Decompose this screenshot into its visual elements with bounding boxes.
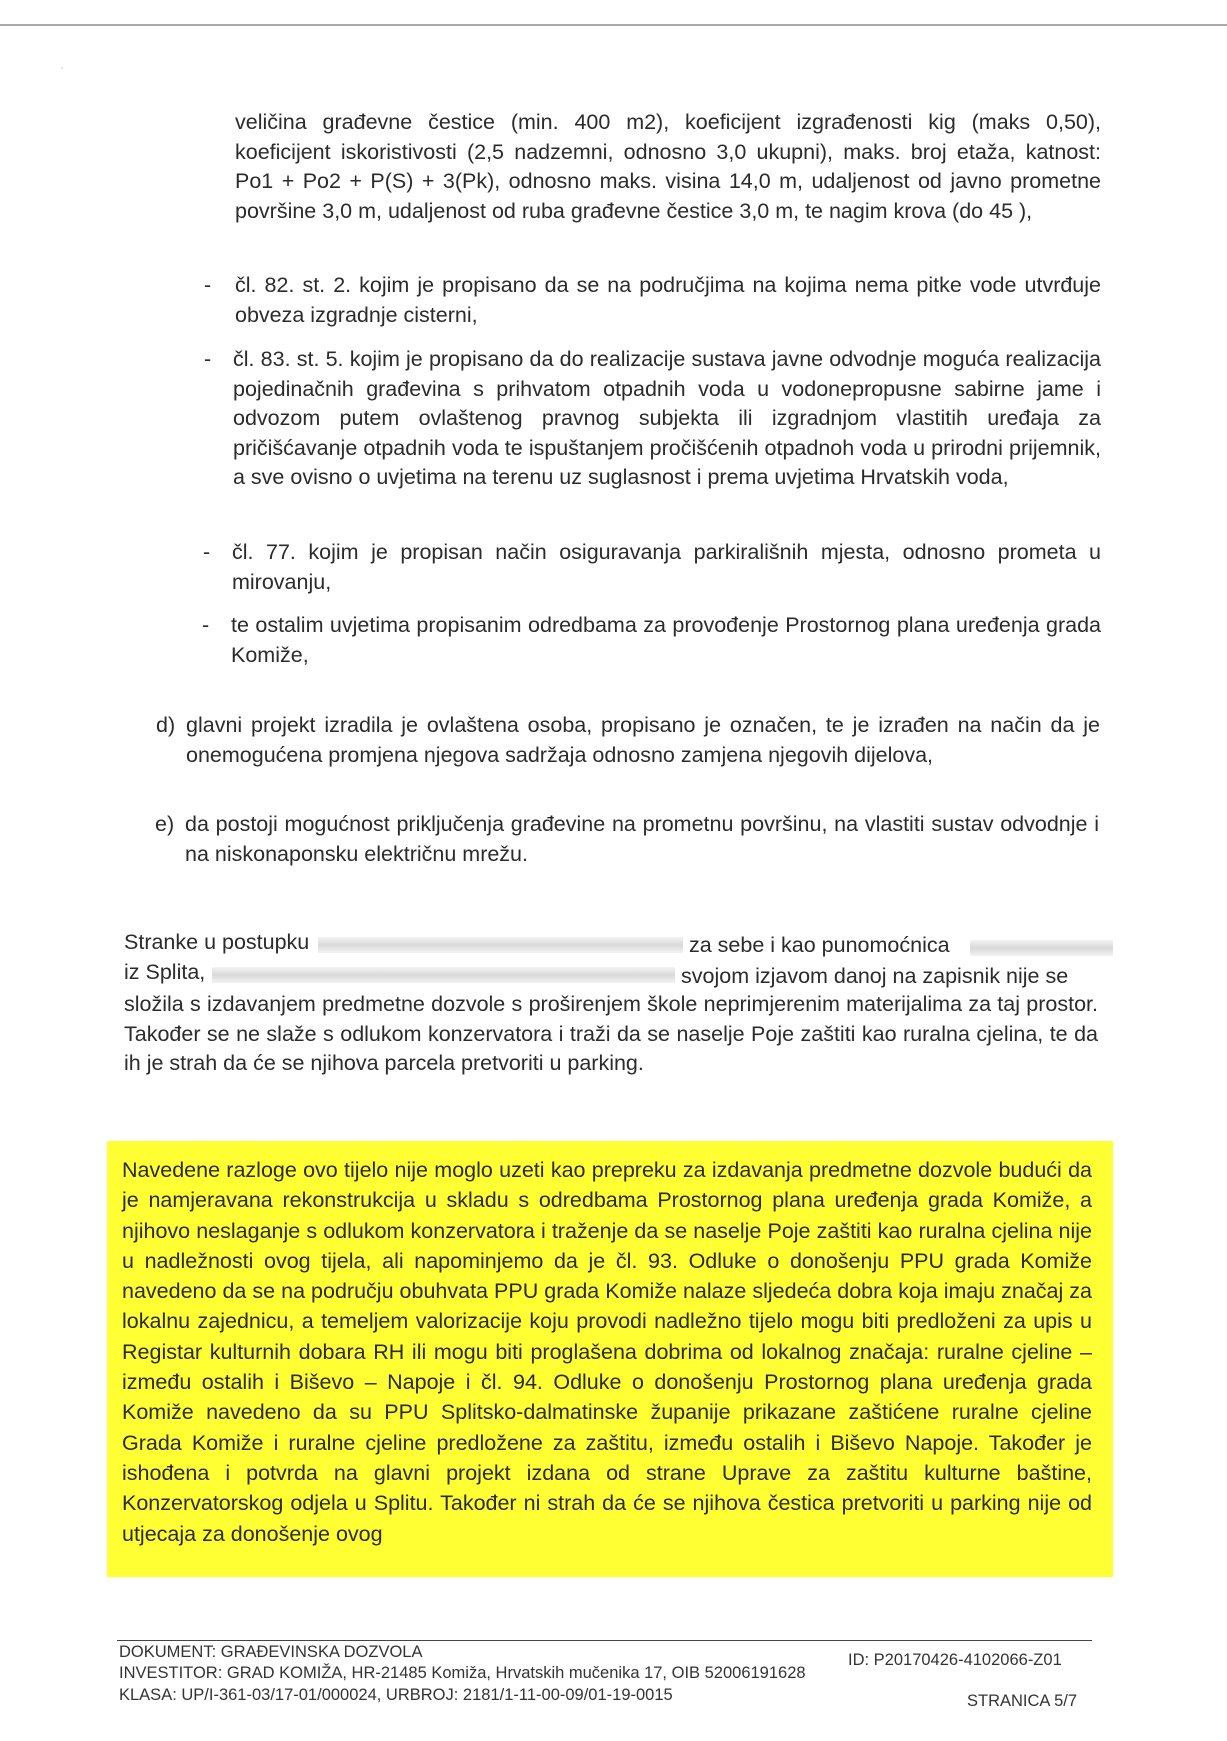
- footer-page-number: STRANICA 5/7: [967, 1692, 1078, 1710]
- redacted-name: [212, 967, 675, 983]
- footer-rule: [117, 1640, 1092, 1641]
- item-e-label: e): [155, 812, 175, 836]
- scan-mark: ·: [60, 60, 64, 74]
- bullet-dash: -: [204, 347, 212, 371]
- highlighted-paragraph: Navedene razloge ovo tijelo nije moglo uzeti kao prepreku za izdavanja predmetne dozvole budući da je namjeravana rekonstrukcija u skladu s odredbama Prostornog plana uređenja grada Komiže, a njihovo neslaganje s odlukom konzervatora i traženje da se naselje Poje zaštiti kao ruralna cjelina nije u nadležnosti ovog tijela, ali napominjemo da je čl. 93. Odluke o donošenju PPU grada Komiže navedeno da se na području obuhvata PPU grada Komiže nalaze sljedeća dobra koja imaju značaj za lokalnu zajednicu, a temeljem valorizacije koju provodi nadležno tijelo mogu biti predloženi za upis u Registar kulturnih dobara RH ili mogu biti proglašena dobrima od lokalnog značaja: ruralne cjeline – između ostalih i Biševo – Napoje i čl. 94. Odluke o donošenju Prostornog plana uređenja grada Komiže navedeno da su PPU Splitsko-dalmatinske županije prikazane zaštićene ruralne cjeline Grada Komiže i ruralne cjeline predložene za zaštitu, između ostalih i Biševo Napoje. Također je ishođena i potvrda na glavni projekt izdana od strane Uprave za zaštitu kulturne baštine, Konzervatorskog odjela u Splitu. Također ni strah da će se njihova čestica pretvoriti u parking nije od utjecaja za donošenje ovog: [122, 1158, 1092, 1546]
- bullet-ostalim: te ostalim uvjetima propisanim odredbama za provođenje Prostornog plana uređenja grada Komiže,: [231, 613, 1101, 667]
- footer-dokument: DOKUMENT: GRAĐEVINSKA DOZVOLA: [119, 1643, 423, 1661]
- footer-id: ID: P20170426-4102066-Z01: [848, 1651, 1062, 1669]
- parties-line2-end: svojom izjavom danoj na zapisnik nije se: [681, 964, 1069, 988]
- top-rule: [0, 24, 1227, 26]
- parties-line1-middle: za sebe i kao punomoćnica: [689, 933, 950, 957]
- item-e-text: da postoji mogućnost priključenja građevine na prometnu površinu, na vlastiti sustav odvodnje i na niskonaponsku električnu mrežu.: [185, 812, 1099, 866]
- bullet-cl77: čl. 77. kojim je propisan način osiguravanja parkirališnih mjesta, odnosno prometa u mirovanju,: [232, 540, 1101, 594]
- bullet-dash: -: [202, 613, 210, 637]
- item-d-label: d): [156, 713, 176, 737]
- parties-line2-start: iz Splita,: [124, 960, 206, 984]
- parties-line1-start: Stranke u postupku: [124, 930, 310, 954]
- item-d-text: glavni projekt izradila je ovlaštena osoba, propisano je označen, te je izrađen na način da je onemogućena promjena njegova sadržaja odnosno zamjena njegovih dijelova,: [186, 713, 1100, 767]
- redacted-name: [318, 937, 683, 953]
- footer-investitor: INVESTITOR: GRAD KOMIŽA, HR-21485 Komiža, Hrvatskih mučenika 17, OIB 52006191628: [119, 1664, 806, 1682]
- bullet-dash: -: [204, 273, 212, 297]
- intro-paragraph: veličina građevne čestice (min. 400 m2), koeficijent izgrađenosti kig (maks 0,50), koeficijent iskoristivosti (2,5 nadzemni, odnosno 3,0 ukupni), maks. broj etaža, katnost: Po1 + Po2 + P(S) + 3(Pk), odnosno maks. visina 14,0 m, udaljenost od javno prometne površine 3,0 m, udaljenost od ruba građevne čestice 3,0 m, te nagim krova (do 45 ),: [235, 110, 1101, 223]
- bullet-cl83: čl. 83. st. 5. kojim je propisano da do realizacije sustava javne odvodnje moguća realizacija pojedinačnih građevina s prihvatom otpadnih voda u vodonepropusne sabirne jame i odvozom putem ovlaštenog pravnog subjekta ili izgradnjom vlastitih uređaja za pričišćavanje otpadnih voda te ispuštanjem pročišćenih otpadnoh voda u prirodni prijemnik, a sve ovisno o uvjetima na terenu uz suglasnost i prema uvjetima Hrvatskih voda,: [233, 347, 1101, 489]
- bullet-dash: -: [203, 540, 211, 564]
- redacted-name: [970, 940, 1113, 956]
- footer-klasa: KLASA: UP/I-361-03/17-01/000024, URBROJ: 2181/1-11-00-09/01-19-0015: [119, 1686, 673, 1704]
- bullet-cl82: čl. 82. st. 2. kojim je propisano da se na područjima na kojima nema pitke vode utvrđuje obveza izgradnje cisterni,: [235, 273, 1101, 327]
- parties-statement: složila s izdavanjem predmetne dozvole s proširenjem škole neprimjerenim materijalima za taj prostor. Također se ne slaže s odlukom konzervatora i traži da se naselje Poje zaštiti kao ruralna cjelina, te da ih je strah da će se njihova parcela pretvoriti u parking.: [124, 992, 1098, 1075]
